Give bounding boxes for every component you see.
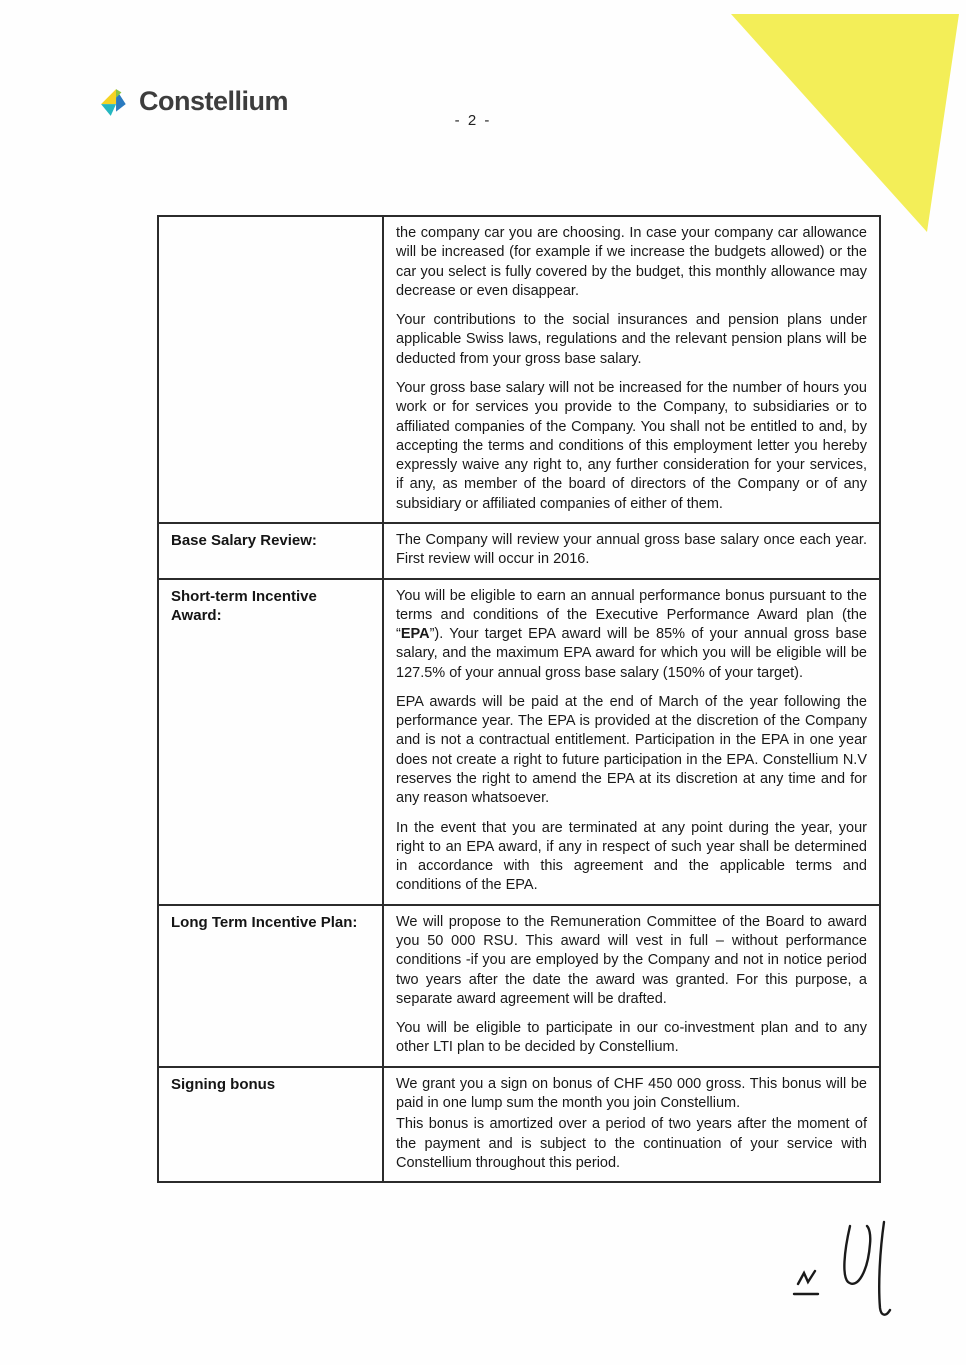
content-cell bbox=[383, 579, 880, 905]
label-cell bbox=[158, 216, 383, 523]
handwritten-initials-icon bbox=[788, 1218, 918, 1323]
row-label: Base Salary Review: bbox=[171, 531, 317, 549]
paragraph: This bonus is amortized over a period of two years after the moment of the payment and is subject to the continuation of your service with Constellium throughout this period. bbox=[396, 1116, 867, 1171]
paragraph-text: ”). Your target EPA award will be 85% of your annual gross base salary, and the maximum EPA award for which you will be eligible will be 127.5% of your annual gross base salary (150% of your target). bbox=[396, 626, 867, 681]
paragraph-text: You will be eligible to earn an annual performance bonus pursuant to the terms and conditions of the Executive Performance Award plan (the “ bbox=[396, 587, 867, 643]
paragraph: We will propose to the Remuneration Committee of the Board to award you 50 000 RSU. This award will vest in full – without performance conditions -if you are employed by the Company and not in notice period two years after the date the award was granted. For this purpose, a separate award agreement will be drafted. bbox=[396, 913, 867, 1007]
content-cell bbox=[383, 216, 880, 523]
label-cell bbox=[158, 1067, 383, 1182]
handwritten-initials bbox=[788, 1218, 918, 1323]
page-number: - 2 - bbox=[454, 112, 492, 129]
paragraph: EPA awards will be paid at the end of March of the year following the performance year. The EPA is provided at the discretion of the Company and is not a contractual entitlement. Participation in the EPA in one year does not create a right to future participation in the EPA. Constellium N.V reserves the right to amend the EPA at its discretion at any time and for any reason whatsoever. bbox=[396, 693, 867, 807]
row-label: Short-term Incentive Award: bbox=[171, 587, 317, 624]
paragraph: Your contributions to the social insurances and pension plans under applicable Swiss laws, regulations and the relevant pension plans will be deducted from your gross base salary. bbox=[396, 312, 867, 367]
row-label: Long Term Incentive Plan: bbox=[171, 913, 358, 931]
table-row-long-term-incentive bbox=[158, 905, 880, 1067]
content-cell bbox=[383, 1067, 880, 1182]
table-row-signing-bonus bbox=[158, 1067, 880, 1182]
label-cell bbox=[158, 523, 383, 579]
terms-table bbox=[157, 215, 881, 1183]
label-cell bbox=[158, 905, 383, 1067]
paragraph: We grant you a sign on bonus of CHF 450 000 gross. This bonus will be paid in one lump sum the month you join Constellium. bbox=[396, 1075, 867, 1111]
table-row-short-term-incentive bbox=[158, 579, 880, 905]
paragraph: The Company will review your annual gross base salary once each year. First review will occur in 2016. bbox=[396, 531, 867, 568]
label-cell bbox=[158, 579, 383, 905]
logo-text: Constellium bbox=[139, 86, 289, 116]
epa-bold-term: EPA bbox=[400, 626, 430, 643]
paragraph: In the event that you are terminated at any point during the year, your right to an EPA award, if any in respect of such year shall be determined in accordance with this agreement and the applicable terms and conditions of the EPA. bbox=[396, 819, 867, 894]
content-cell bbox=[383, 905, 880, 1067]
paragraph: the company car you are choosing. In case your company car allowance will be increased (for example if we increase the budgets allowed) or the car you select is fully covered by the budget, this monthly allowance may decrease or even disappear. bbox=[396, 225, 867, 299]
paragraph: Your gross base salary will not be increased for the number of hours you work or for services you provide to the Company, to subsidiaries or to affiliated companies of the Company. You shall not be entitled to and, by accepting the terms and conditions of this employment letter you hereby expressly waive any right to, any further consideration for your services, if any, as member of the board of directors of the Company or of any subsidiary or affiliated companies of either of them. bbox=[396, 379, 867, 512]
content-cell bbox=[383, 523, 880, 579]
table-row-base-salary-review bbox=[158, 523, 880, 579]
paragraph bbox=[396, 587, 867, 683]
row-label: Signing bonus bbox=[171, 1075, 276, 1093]
table-row-continuation bbox=[158, 216, 880, 523]
paragraph: You will be eligible to participate in our co-investment plan and to any other LTI plan to be decided by Constellium. bbox=[396, 1020, 867, 1056]
